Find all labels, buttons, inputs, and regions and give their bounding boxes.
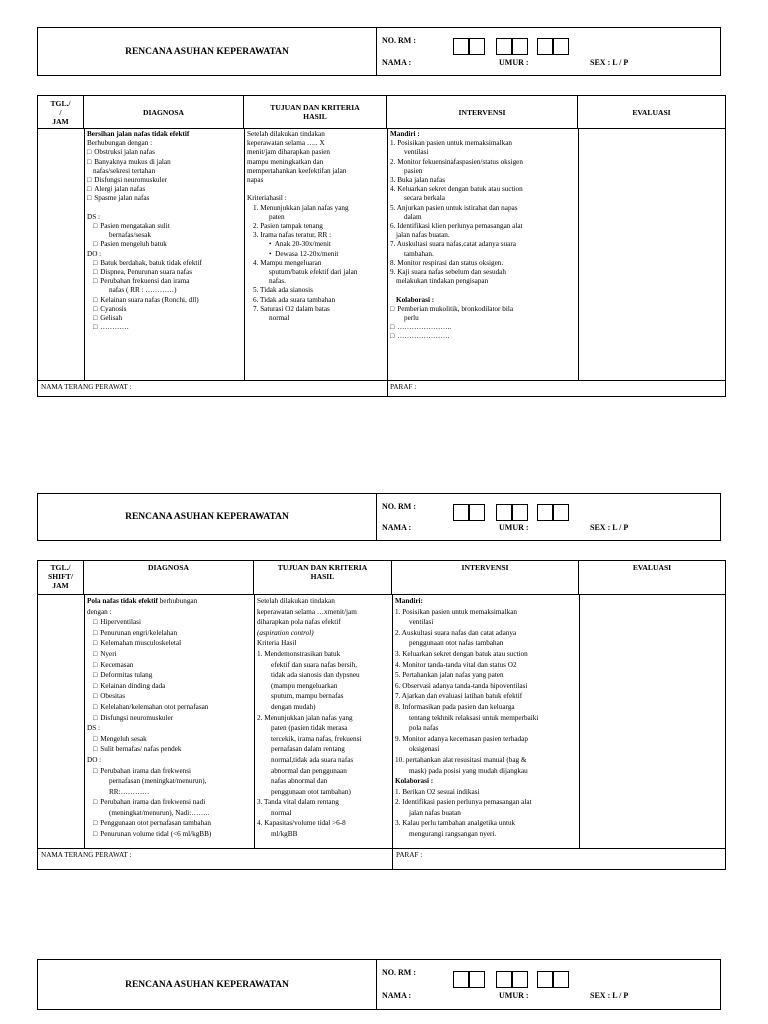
- no-rm-label: NO. RM :: [382, 502, 416, 511]
- no-rm-label: NO. RM :: [382, 968, 416, 977]
- signature-row: [38, 380, 725, 397]
- patient-info: [376, 28, 720, 75]
- nama-label: NAMA :: [382, 991, 412, 1000]
- sex-label: SEX : L / P: [590, 523, 629, 532]
- diagnosa-cell: Bersihan jalan nafas tidak efektif Berhubungan dengan : □ Obstruksi jalan nafas □ Banyaknya mukus di jalan nafas/sekresi tertahan □ Disfungsi neuromuskuler □ Alergi jalan nafas □ Spasme jalan nafas DS : □ Pasien mengatakan sulit bernafas/sesak □ Pasien mengeluh batuk DO : □ Batuk berdahak, batuk tidak efektif □ Dispnea, Penurunan suara nafas □ Perubahan frekuensi dan irama nafas ( RR : …………) □ Kelainan suara nafas (Ronchi, dll) □ Cyanosis □ Gelisah □ …………: [85, 129, 244, 333]
- evaluasi-cell[interactable]: [579, 129, 725, 380]
- rm-digit-box[interactable]: [469, 38, 485, 55]
- no-rm-label: NO. RM :: [382, 36, 416, 45]
- header-intervensi: INTERVENSI: [387, 96, 578, 128]
- rm-digit-box[interactable]: [537, 38, 553, 55]
- signature-row: [38, 848, 725, 869]
- rm-digit-box[interactable]: [537, 971, 553, 988]
- rm-digit-box[interactable]: [469, 504, 485, 521]
- care-plan-table-1: [37, 95, 726, 397]
- intervensi-cell: Mandiri: 1. Posisikan pasien untuk memaksimalkan ventilasi 2. Auskultasi suara nafas dan catat adanya penggunaan otot nafas tambahan 3. Keluarkan sekret dengan batuk atau suction 4. Monitor tanda-tanda vital dan status O2 5. Pertahankan jalan nafas yang paten 6. Observasi adanya tanda-tanda hipoventilasi 7. Ajarkan dan evaluasi latihan batuk efektif 8. Informasikan pada pasien dan keluarga tentang tekhnik relaksasi untuk memperbaiki pola nafas 9. Monitor adanya kecemasan pasien terhadap oksigenasi 10. pertahankan alat resusitasi manual (bag & mask) pada posisi yang mudah dijangkau Kolaborasi : 1. Berikan O2 sesuai indikasi 2. Identifikasi pasien perlunya pemasangan alat jalan nafas buatan 3. Kalau perlu tambahan analgetika untuk mengurangi rangsangan nyeri.: [395, 597, 539, 839]
- diagnosa-cell: Pola nafas tidak efektif berhubungan dengan : □ Hiperventilasi □ Penurunan engri/kelelahan □ Kelemahan musculoskeletal □ Nyeri □ Kecemasan □ Deformitas tulang □ Kelainan dinding dada □ Obesitas □ Kelelahan/kelemahan otot pernafasan □ Disfungsi neuromuskuler DS : □ Mengeluh sesak □ Sulit bernafas/ nafas pendek DO : □ Perubahan irama dan frekwensi pernafasan (meningkat/menurun), RR:………… □ Perubahan irama dan frekwensi nadi (meningkat/menurun), Nadi:…….. □ Penggunaan otot pernafasan tambahan □ Penurunan volume tidal (<6 ml/kgBB): [85, 595, 254, 841]
- rm-digit-box[interactable]: [512, 38, 528, 55]
- form-title: RENCANA ASUHAN KEPERAWATAN: [38, 494, 377, 540]
- nama-perawat-label: NAMA TERANG PERAWAT :: [41, 851, 132, 859]
- care-plan-table-2: [37, 560, 726, 870]
- tujuan-cell: Setelah dilakukan tindakan keperawatan selama …xmenit/jam diharapkan pola nafas efektif (aspiration control) Kriteria Hasil 1. Mendemonstrasikan batuk efektif dan suara nafas bersih, tidak ada sianosis dan dypsneu (mampu mengeluarkan sputum, mampu bernafas dengan mudah) 2. Menunjukkan jalan nafas yang paten (pasien tidak merasa tercekik, irama nafas, frekuensi pernafasan dalam rentang normal,tidak ada suara nafas abnormal dan penggunaan nafas abnormal dan penggunaan otot tambahan) 3. Tanda vital dalam rentang normal 4. Kapasitas/volume tidal >6-8 ml/kgBB: [257, 597, 362, 839]
- form-header-3: [37, 959, 721, 1010]
- table-header-row: [38, 561, 725, 595]
- header-tgl: TGL./ / JAM: [38, 96, 84, 128]
- rm-digit-box[interactable]: [496, 504, 512, 521]
- paraf-label: PARAF :: [396, 851, 423, 859]
- header-tujuan: TUJUAN DAN KRITERIA HASIL: [254, 561, 392, 594]
- rm-digit-box[interactable]: [512, 504, 528, 521]
- umur-label: UMUR :: [499, 991, 529, 1000]
- tujuan-cell: Setelah dilakukan tindakan keperawatan selama ….. X menit/jam diharapkan pasien mampu meningkatkan dan mempertahankan keefektifan jalan napas Kriteriahasil : 1. Menunjukkan jalan nafas yang paten 2. Pasien tampak tenang 3. Irama nafas teratur, RR : • Anak 20-30x/menit • Dewasa 12-20x/menit 4. Mampu mengeluaran sputum/batuk efektif dari jalan nafas. 5. Tidak ada sianosis 6. Tidak ada suara tambahan 7. Saturasi O2 dalam batas normal: [247, 130, 358, 323]
- rm-digit-box[interactable]: [512, 971, 528, 988]
- sex-label: SEX : L / P: [590, 58, 629, 67]
- patient-info: [376, 960, 720, 1009]
- paraf-label: PARAF :: [390, 383, 417, 391]
- header-evaluasi: EVALUASI: [632, 107, 671, 117]
- rm-digit-box[interactable]: [453, 504, 469, 521]
- header-tgl: TGL./ SHIFT/ JAM: [38, 561, 84, 594]
- table-header-row: [38, 96, 725, 129]
- rm-digit-box[interactable]: [453, 971, 469, 988]
- form-header-1: [37, 27, 721, 76]
- header-diagnosa: DIAGNOSA: [84, 96, 244, 128]
- rm-digit-box[interactable]: [537, 504, 553, 521]
- umur-label: UMUR :: [499, 58, 529, 67]
- form-header-2: [37, 493, 721, 541]
- rm-digit-box[interactable]: [553, 504, 569, 521]
- nama-label: NAMA :: [382, 58, 412, 67]
- patient-info: [376, 494, 720, 540]
- header-tujuan: TUJUAN DAN KRITERIA HASIL: [244, 96, 387, 128]
- nama-perawat-label: NAMA TERANG PERAWAT :: [41, 383, 132, 391]
- rm-digit-box[interactable]: [469, 971, 485, 988]
- rm-digit-box[interactable]: [453, 38, 469, 55]
- umur-label: UMUR :: [499, 523, 529, 532]
- header-evaluasi: EVALUASI: [632, 563, 672, 572]
- rm-digit-box[interactable]: [496, 971, 512, 988]
- form-title: RENCANA ASUHAN KEPERAWATAN: [38, 28, 377, 75]
- form-title: RENCANA ASUHAN KEPERAWATAN: [38, 960, 377, 1009]
- header-diagnosa: DIAGNOSA: [84, 561, 254, 594]
- sex-label: SEX : L / P: [590, 991, 629, 1000]
- evaluasi-cell[interactable]: [580, 595, 725, 848]
- nama-label: NAMA :: [382, 523, 412, 532]
- intervensi-cell: Mandiri : 1. Posisikan pasien untuk memaksimalkan ventilasi 2. Monitor fekuensinafaspasien/status oksigen pasien 3. Buka jalan nafas 4. Keluarkan sekret dengan batuk atau suction secara berkala 5. Anjurkan pasien untuk istirahat dan napas dalam 6. Identifikasi klien perlunya pemasangan alat jalan nafas buatan. 7. Auskultasi suara nafas,catat adanya suara tambahan. 8. Monitor respirasi dan status oksigen. 9. Kaji suara nafas sebelum dan sesudah melakukan tindakan pengisapan Kolaborasi : □ Pemberian mukolitik, bronkodilator bila perlu □ ………………….. □ ………………….: [388, 129, 578, 343]
- header-intervensi: INTERVENSI: [392, 561, 579, 594]
- rm-digit-box[interactable]: [553, 38, 569, 55]
- rm-digit-box[interactable]: [553, 971, 569, 988]
- rm-digit-box[interactable]: [496, 38, 512, 55]
